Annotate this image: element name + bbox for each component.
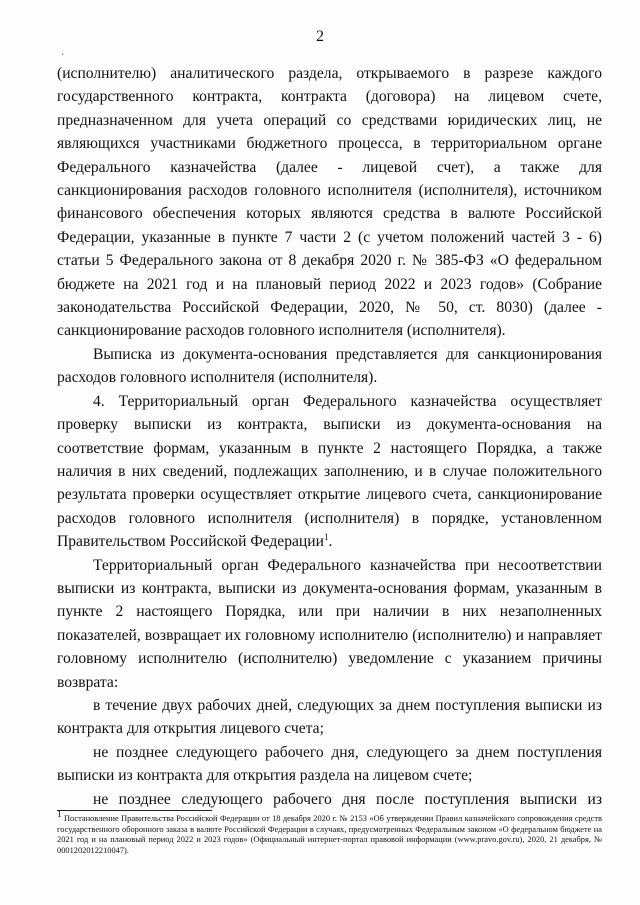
paragraph-item-4 [57, 390, 602, 554]
paragraph-deadline-1: в течение двух рабочих дней, следующих за днем поступления выписки из контракта для открытия лицевого счета; [57, 696, 602, 738]
paragraph-deadline-3: не позднее следующего рабочего дня после поступления выписки из [93, 790, 602, 808]
footnote-mark: 1 [57, 809, 62, 820]
footnote-text: Постановление Правительства Российской Федерации от 18 декабря 2020 г. № 2153 «Об утверждении Правил казначейского сопровождения средств государственного оборонного заказа в валюте Российской Федерации в случаях, предусмотренных Федеральным законом «О федеральном бюджете на 2021 год и на плановый период 2022 и 2023 годов» (Официальный интернет-портал правовой информации (www.pravo.gov.ru), 2020, 21 декабря, № 0001202012210047). [57, 814, 603, 855]
document-body [57, 62, 602, 811]
paragraph-item-4-end: . [328, 533, 333, 551]
scan-speck: · [61, 50, 65, 61]
footnote [57, 809, 603, 856]
footnote-divider [57, 810, 212, 811]
paragraph-deadline-2: не позднее следующего рабочего дня, следующего за днем поступления выписки из контракта для открытия раздела на лицевом счете; [57, 743, 602, 785]
paragraph-item-4-text: 4. Территориальный орган Федерального казначейства осуществляет проверку выписки из контракта, выписки из документа-основания на соответствие формам, указанным в пункте 2 настоящего Порядка, а также наличия в них сведений, подлежащих заполнению, и в случае положительного результата проверки осуществляет открытие лицевого счета, санкционирование расходов головного исполнителя (исполнителя) в порядке, установленном Правительством Российской Федерации [57, 392, 602, 551]
paragraph-return-notice: Территориальный орган Федерального казначейства при несоответствии выписки из контракта, выписки из документа-основания формам, указанным в пункте 2 настоящего Порядка, или при наличии в них незаполненных показателей, возвращает их головному исполнителю (исполнителю) и направляет головному исполнителю (исполнителю) уведомление с указанием причины возврата: [57, 556, 602, 691]
paragraph-continuation: (исполнителю) аналитического раздела, открываемого в разрезе каждого государственного контракта, контракта (договора) на лицевом счете, предназначенном для учета операций со средствами юридических лиц, не являющихся участниками бюджетного процесса, в территориальном органе Федерального казначейства (далее - лицевой счет), а также для санкционирования расходов головного исполнителя (исполнителя), источником финансового обеспечения которых являются средства в валюте Российской Федерации, указанные в пункте 7 части 2 (с учетом положений частей 3 - 6) статьи 5 Федерального закона от 8 декабря 2020 г. № 385-ФЗ «О федеральном бюджете на 2021 год и на плановый период 2022 и 2023 годов» (Собрание законодательства Российской Федерации, 2020, № 50, ст. 8030) (далее - санкционирование расходов головного исполнителя (исполнителя). [57, 65, 602, 340]
paragraph-extract-purpose: Выписка из документа-основания представляется для санкционирования расходов головного исполнителя (исполнителя). [57, 345, 602, 387]
footnote-reference[interactable]: 1 [323, 531, 329, 542]
page-number: 2 [316, 28, 324, 45]
